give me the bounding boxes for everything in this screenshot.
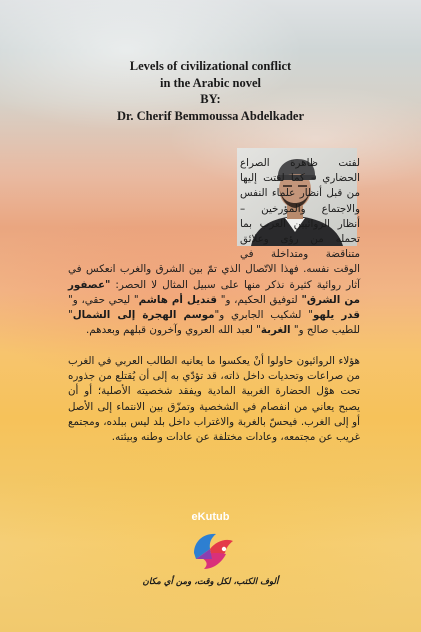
title-by: BY:	[200, 92, 221, 106]
para1-text-3: " ليحي حقي، و"	[68, 293, 139, 306]
publisher-name: eKutub	[191, 511, 230, 523]
novel-title-4: موسم الهجرة إلى الشمال	[72, 309, 215, 322]
para1-text-4: " لشكيب الجابري و"	[214, 309, 313, 322]
description-paragraph-1	[68, 156, 360, 338]
novel-title-1: "عصفور من الشرق"	[68, 278, 360, 306]
title-line-1: Levels of civilizational conflict	[129, 59, 292, 73]
para1-text-1: لفتت ظاهرة الصراع الحضاري – كما لفتت إليها من قبل أنظار علماء النفس والاجتماع والمؤرخين – أنظار الروائيين العرب بما تحمله من رؤى وعلائق متناقضة ومتداخلة في الوقت نفسه. فهذا الاتّصال الذي تمّ بين الشرق والغرب انعكس في آثار روائية كثيرة نذكر منها على سبيل المثال لا الحصر:	[68, 157, 360, 291]
para1-text-2: لتوفيق الحكيم، و"	[216, 293, 302, 306]
novel-title-5: الغربة	[260, 324, 291, 337]
novel-title-3: قدر يلهو	[312, 309, 360, 322]
novel-title-2: قنديل أم هاشم	[138, 293, 217, 306]
para1-text-6: " لعبد الله العروي وآخرون قبلهم وبعدهم.	[86, 324, 261, 337]
photo-wrap-spacer	[68, 156, 240, 252]
book-title-block	[0, 58, 421, 124]
publisher-tagline: ألوف الكتب، لكل وقت، ومن أي مكان	[142, 577, 279, 587]
title-line-2: in the Arabic novel	[159, 75, 262, 90]
description-paragraph-2: هؤلاء الروائيون حاولوا أنْ يعكسوا ما يعانيه الطالب العربي في الغرب من صراعات وتحديات داخل ذاته، قد تؤدّي به إلى أن يُقتلع من جذوره تحت هوْل الحضارة الغربية المادية ويفقد شخصيته الأصلية؛ أو أن يصبح يعاني من انفصام في الشخصية وتمزّق بين الانتماء إلى الأصل أو إلى الغرب. فيحسّ بالغربة والاغتراب داخل بلد ليس ببلده، ومجتمع غريب عن مجتمعه، وعادات مختلفة عن عادات وطنه وبيئته.	[68, 355, 360, 444]
publisher-logo	[190, 529, 236, 573]
para1-text-5: " للطيب صالح و"	[68, 309, 360, 337]
ekutub-logo-icon	[190, 529, 236, 573]
author-name: Dr. Cherif Bemmoussa Abdelkader	[116, 108, 305, 123]
